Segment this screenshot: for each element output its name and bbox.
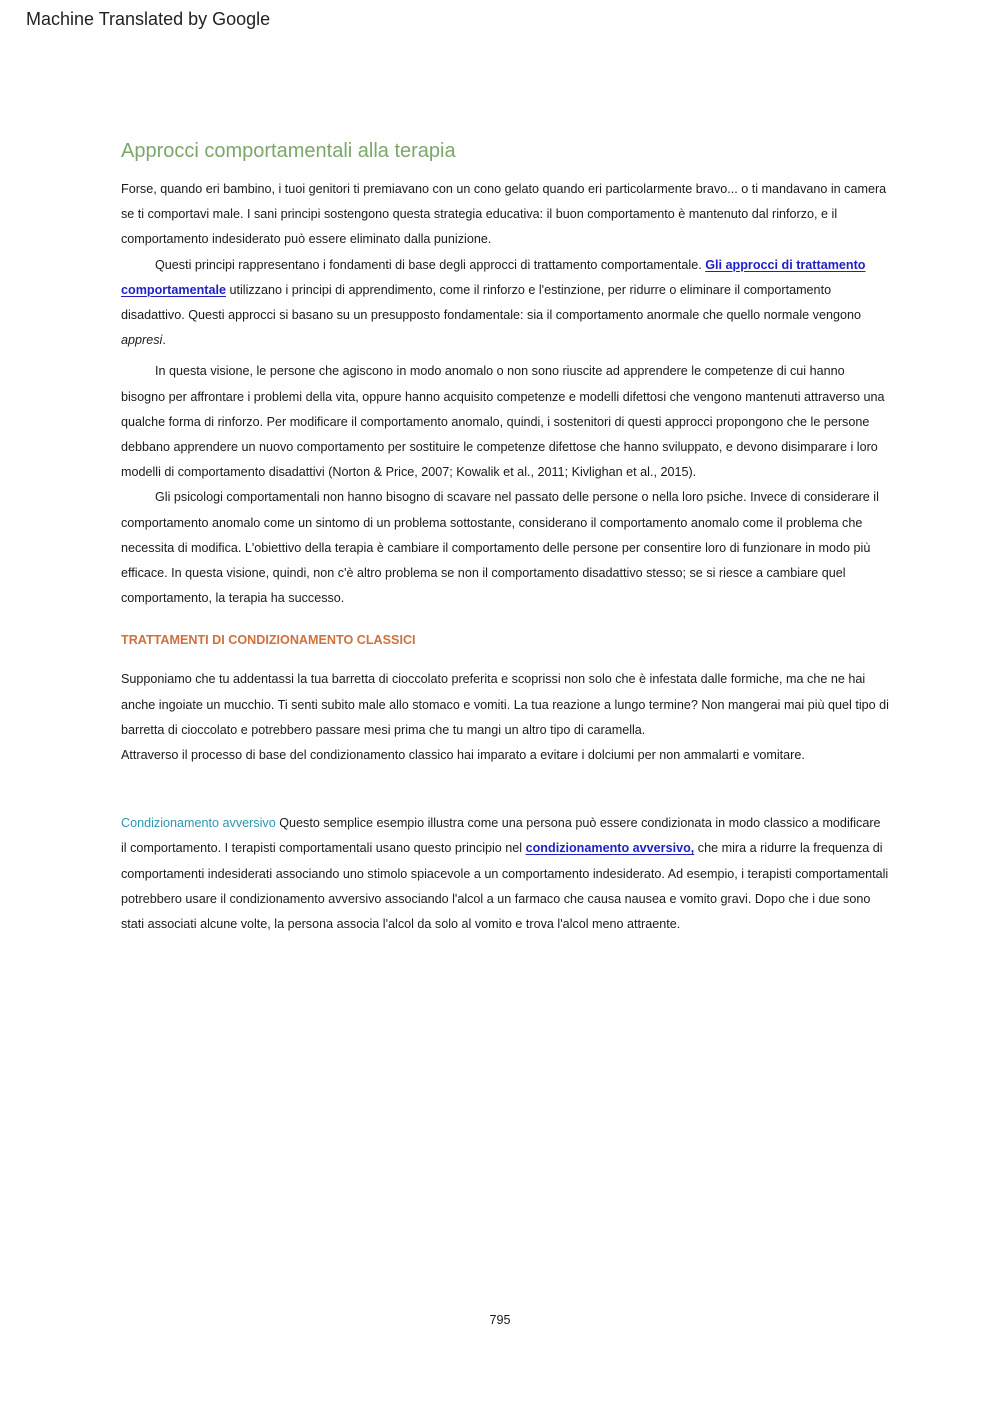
paragraph-behavioral-psychologists: Gli psicologi comportamentali non hanno bisogno di scavare nel passato delle persone o nella loro psiche. Invece di considerare il comportamento anomalo come un sintomo di un problema sottostante, considerano il comportamento anomalo come il problema che necessita di modifica. L'obiettivo della terapia è cambiare il comportamento delle persone per consentire loro di funzionare in modo più efficace. In questa visione, quindi, non c'è altro problema se non il comportamento disadattivo stesso; se si riesce a cambiare quel comportamento, la terapia ha successo. [121, 490, 879, 606]
paragraph-principles [121, 253, 889, 354]
paragraph-principles-end: . [162, 333, 166, 348]
paragraph-principles-text-1: Questi principi rappresentano i fondamenti di base degli approcci di trattamento comportamentale. [155, 257, 706, 272]
paragraph-aversive-conditioning [121, 811, 889, 937]
subheading-aversive-conditioning: Condizionamento avversivo [121, 816, 276, 831]
section-heading-classical-conditioning: TRATTAMENTI DI CONDIZIONAMENTO CLASSICI [121, 633, 416, 648]
page-number: 795 [489, 1313, 511, 1327]
paragraph-aversive-text-2: che mira a ridurre la frequenza di comportamenti indesiderati associando uno stimolo spiacevole a un comportamento indesiderato. Ad esempio, i terapisti comportamentali potrebbero usare il condizionamento avversivo associando l'alcol a un farmaco che causa nausea e vomito gravi. Dopo che i due sono stati associati alcune volte, la persona associa l'alcol da solo al vomito e trova l'alcol meno attraente. [121, 841, 889, 932]
machine-translation-watermark: Machine Translated by Google [26, 9, 271, 29]
key-term-aversive-conditioning: condizionamento avversivo, [525, 841, 695, 856]
paragraph-aversive-text-1: Questo semplice esempio illustra come una persona può essere condizionata in modo classico a modificare il comportamento. I terapisti comportamentali usano questo principio nel [121, 816, 881, 856]
emphasis-learned: appresi [121, 333, 163, 348]
key-term-behavioral-approaches: Gli approcci di trattamento comportamentale [121, 257, 866, 297]
paragraph-vision: In questa visione, le persone che agiscono in modo anomalo o non sono riuscite ad apprendere le competenze di cui hanno bisogno per affrontare i problemi della vita, oppure hanno acquisito competenze e modelli difettosi che vengono mantenuti attraverso una qualche forma di rinforzo. Per modificare il comportamento anomalo, quindi, i sostenitori di questi approcci propongono che le persone debbano apprendere un nuovo comportamento per sostituire le competenze difettose che hanno sviluppato, e devono disimparare i loro modelli di comportamento disadattivi (Norton & Price, 2007; Kowalik et al., 2011; Kivlighan et al., 2015). [121, 364, 885, 480]
paragraph-classical-conditioning-summary: Attraverso il processo di base del condizionamento classico hai imparato a evitare i dolciumi per non ammalarti e vomitare. [121, 748, 805, 763]
chapter-title: Approcci comportamentali alla terapia [121, 140, 456, 162]
paragraph-principles-text-2: utilizzano i principi di apprendimento, come il rinforzo e l'estinzione, per ridurre o eliminare il comportamento disadattivo. Questi approcci si basano su un presupposto fondamentale: sia il comportamento anormale che quello normale vengono [121, 282, 861, 323]
page-content [121, 140, 889, 937]
paragraph-intro: Forse, quando eri bambino, i tuoi genitori ti premiavano con un cono gelato quando eri particolarmente bravo... o ti mandavano in camera se ti comportavi male. I sani principi sostengono questa strategia educativa: il buon comportamento è mantenuto dal rinforzo, e il comportamento indesiderato può essere eliminato dalla punizione. [121, 182, 887, 247]
paragraph-chocolate-example: Supponiamo che tu addentassi la tua barretta di cioccolato preferita e scoprissi non solo che è infestata dalle formiche, ma che ne hai anche ingoiate un mucchio. Ti senti subito male allo stomaco e vomiti. La tua reazione a lungo termine? Non mangerai mai più quel tipo di barretta di cioccolato e potrebbero passare mesi prima che tu mangi un altro tipo di caramella. [121, 672, 889, 737]
